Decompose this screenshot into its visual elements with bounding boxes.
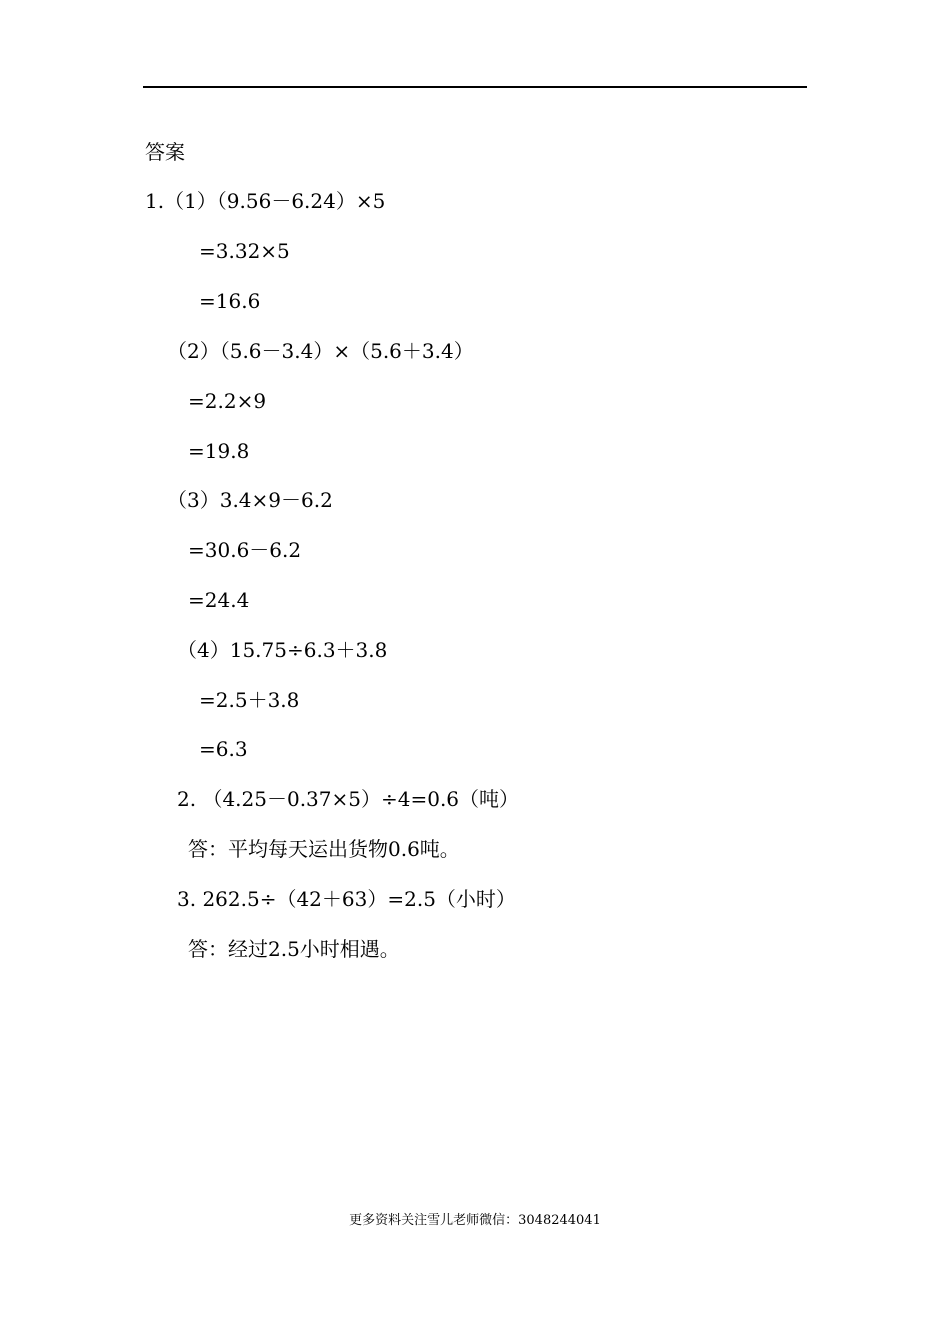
header-rule <box>143 86 807 88</box>
q1-part2-expression: （2）（5.6－3.4）×（5.6＋3.4） <box>167 339 474 363</box>
q3-expression: 3. 262.5÷（42＋63）=2.5（小时） <box>177 887 516 911</box>
q1-part1-result: =16.6 <box>199 289 261 313</box>
q1-part2-result: =19.8 <box>188 439 250 463</box>
answer-title: 答案 <box>145 140 185 164</box>
q1-part1-expression: 1.（1）（9.56－6.24）×5 <box>145 189 386 213</box>
q1-part3-step1: =30.6－6.2 <box>188 538 302 562</box>
q1-part3-result: =24.4 <box>188 588 250 612</box>
q1-part4-step1: =2.5＋3.8 <box>199 688 300 712</box>
q1-part3-expression: （3）3.4×9－6.2 <box>167 488 333 512</box>
q1-part1-step1: =3.32×5 <box>199 239 290 263</box>
q1-part4-result: =6.3 <box>199 737 248 761</box>
q1-part2-step1: =2.2×9 <box>188 389 267 413</box>
q2-answer: 答：平均每天运出货物0.6吨。 <box>188 837 460 861</box>
q3-answer: 答：经过2.5小时相遇。 <box>188 937 400 961</box>
q2-expression: 2. （4.25－0.37×5）÷4=0.6（吨） <box>177 787 520 811</box>
footer-note: 更多资料关注雪儿老师微信：3048244041 <box>349 1213 601 1228</box>
q1-part4-expression: （4）15.75÷6.3＋3.8 <box>177 638 388 662</box>
